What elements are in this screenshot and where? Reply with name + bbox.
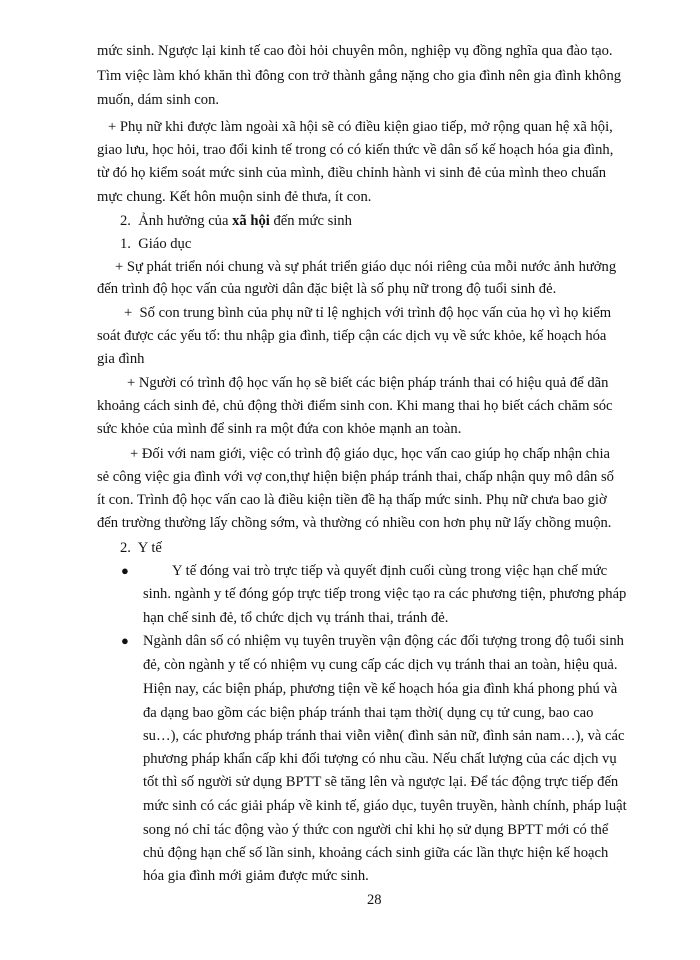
- text-line: từ đó họ kiểm soát mức sinh của mình, điều chỉnh hành vi sinh đẻ của mình theo chuẩn: [97, 165, 607, 181]
- text-line: chủ động hạn chế số lần sinh, khoảng cách sinh giữa các lần thực hiện kế hoạch: [143, 845, 609, 861]
- text-line: đến trình độ học vấn của người dân đặc biệt là số phụ nữ trong độ tuổi sinh đẻ.: [97, 281, 557, 297]
- text-line: hạn chế sinh đẻ, tổ chức dịch vụ tránh thai, tránh đẻ.: [143, 610, 449, 626]
- text-line: Y tế đóng vai trò trực tiếp và quyết định cuối cùng trong việc hạn chế mức: [172, 563, 608, 579]
- bullet-icon: ●: [121, 633, 129, 648]
- bullet-icon: ●: [121, 563, 129, 578]
- section-heading: 2. Ảnh hưởng của xã hội đến mức sinh: [120, 213, 352, 229]
- text-line: + Người có trình độ học vấn họ sẽ biết các biện pháp tránh thai có hiệu quả để dãn: [127, 375, 609, 391]
- text-line: sức khỏe của mình để sinh ra một đứa con khỏe mạnh an toàn.: [97, 421, 462, 437]
- subsection-heading: 2. Y tế: [120, 540, 162, 556]
- text-line: mức sinh có các giải pháp về kinh tế, giáo dục, tuyên truyền, hành chính, pháp luật: [143, 798, 627, 814]
- text-line: khoảng cách sinh đẻ, chủ động thời điểm sinh con. Khi mang thai họ biết cách chăm sóc: [97, 398, 613, 414]
- text-line: phương pháp khẩn cấp khi đối tượng có nhu cầu. Nếu chất lượng của các dịch vụ: [143, 751, 617, 767]
- text-line: muốn, dám sinh con.: [97, 92, 220, 108]
- text-line: tốt thì số người sử dụng BPTT sẽ tăng lên và ngược lại. Để tác động trực tiếp đến: [143, 774, 619, 790]
- text-line: + Phụ nữ khi được làm ngoài xã hội sẽ có điều kiện giao tiếp, mở rộng quan hệ xã hội,: [108, 119, 613, 135]
- text-line: su…), các phương pháp tránh thai viễn viễn( đình sản nữ, đình sản nam…), và các: [143, 728, 625, 744]
- text-line: gia đình: [97, 351, 145, 367]
- text-line: ít con. Trình độ học vấn cao là điều kiện tiền đề hạ thấp mức sinh. Phụ nữ chưa bao giờ: [97, 492, 607, 508]
- text-line: hóa gia đình mới giảm được mức sinh.: [143, 868, 369, 884]
- text-line: sinh. ngành y tế đóng góp trực tiếp trong việc tạo ra các phương tiện, phương pháp: [143, 586, 627, 602]
- text-line: Ngành dân số có nhiệm vụ tuyên truyền vận động các đối tượng trong độ tuổi sinh: [143, 633, 624, 649]
- text-line: song nó chỉ tác động vào ý thức con người chỉ khi họ sử dụng BPTT mới có thể: [143, 822, 609, 838]
- text-line: + Đối với nam giới, việc có trình độ giáo dục, học vấn cao giúp họ chấp nhận chia: [130, 446, 610, 462]
- text-line: + Số con trung bình của phụ nữ tỉ lệ nghịch với trình độ học vấn của họ vì họ kiểm: [124, 305, 612, 321]
- subsection-heading: 1. Giáo dục: [120, 236, 192, 252]
- text-line: mức sinh. Ngược lại kinh tế cao đòi hỏi chuyên môn, nghiệp vụ đồng nghĩa qua đào tạo.: [97, 43, 613, 59]
- text-line: đến trường thường lấy chồng sớm, và thường có nhiều con hơn phụ nữ lấy chồng muộn.: [97, 515, 612, 531]
- text-line: soát được các yếu tố: thu nhập gia đình, tiếp cận các dịch vụ về sức khỏe, kế hoạch hóa: [97, 328, 607, 344]
- text-line: giao lưu, học hỏi, trao đổi kinh tế trong có có kiến thức về dân số kế hoạch hóa gia đình,: [97, 142, 614, 158]
- text-line: đẻ, còn ngành y tế có nhiệm vụ cung cấp các dịch vụ tránh thai an toàn, hiệu quả.: [143, 657, 618, 673]
- text-line: Tìm việc làm khó khăn thì đông con trở thành gắng nặng cho gia đình nên gia đình không: [97, 68, 622, 84]
- text-line: sẻ công việc gia đình với vợ con,thự hiện biện pháp tránh thai, chấp nhận quy mô dân số: [97, 469, 614, 485]
- text-line: đa dạng bao gồm các biện pháp tránh thai tạm thời( dụng cụ tử cung, bao cao: [143, 705, 594, 721]
- page-number: 28: [367, 892, 382, 908]
- text-line: mực chung. Kết hôn muộn sinh đẻ thưa, ít con.: [97, 189, 372, 205]
- text-line: Hiện nay, các biện pháp, phương tiện về kế hoạch hóa gia đình khá phong phú và: [143, 681, 618, 697]
- text-line: + Sự phát triển nói chung và sự phát triển giáo dục nói riêng của mỗi nước ảnh hưởng: [115, 259, 617, 275]
